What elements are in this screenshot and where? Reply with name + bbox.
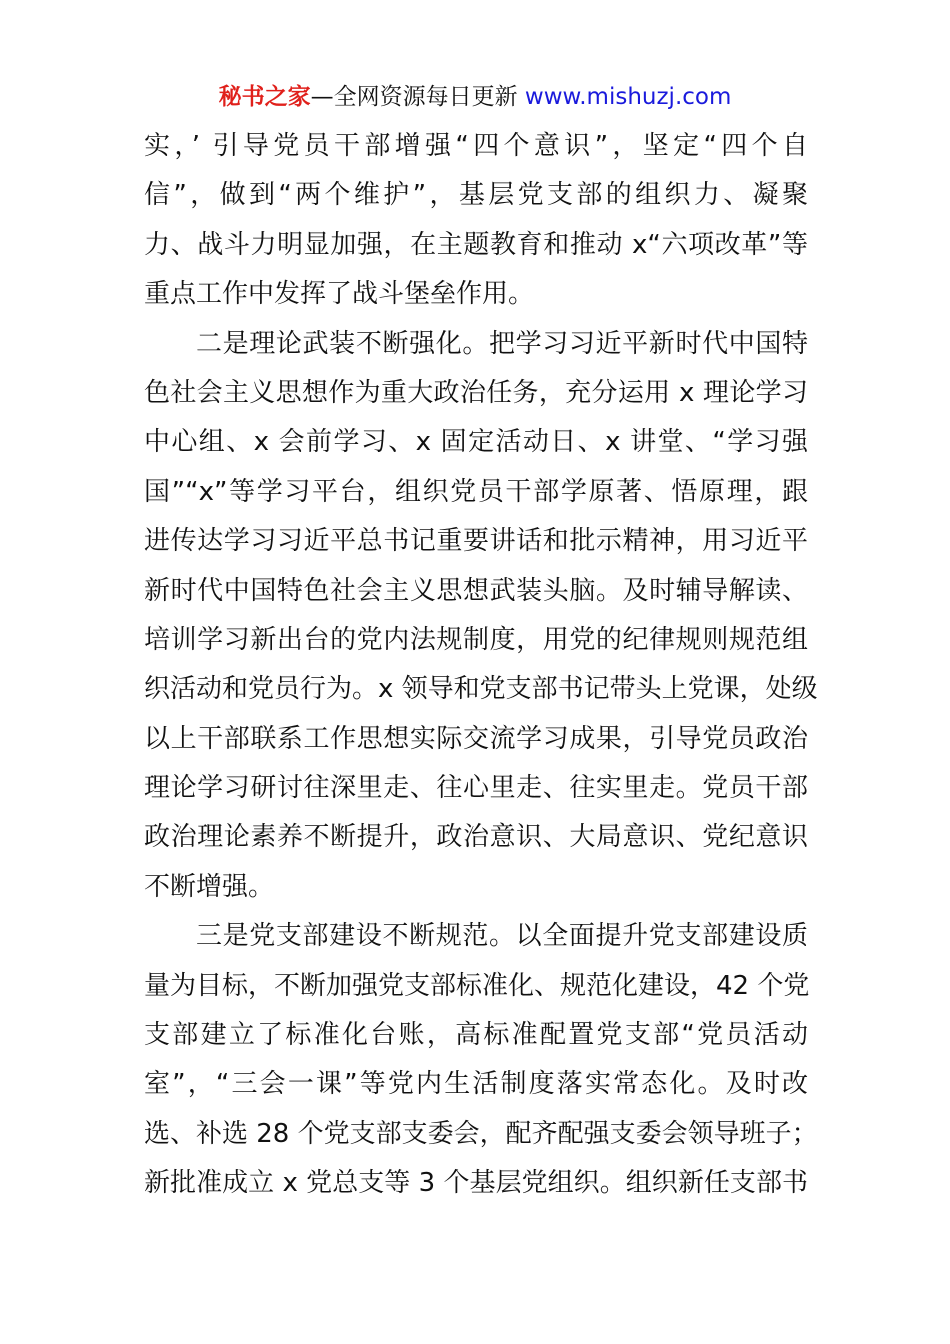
paragraph-start-line: 三是党支部建设不断规范。以全面提升党支部建设质	[196, 921, 808, 952]
text-line: 以上干部联系工作思想实际交流学习成果，引导党员政治	[144, 723, 808, 754]
text-line: 培训学习新出台的党内法规制度，用党的纪律规则规范组	[144, 624, 808, 655]
paragraph-start-line: 二是理论武装不断强化。把学习习近平新时代中国特	[196, 328, 808, 359]
document-body	[144, 122, 818, 1209]
text-line: 进传达学习习近平总书记重要讲话和批示精神，用习近平	[144, 526, 808, 557]
text-line: 实，’ 引导党员干部增强“四个意识”，坚定“四个自	[144, 131, 808, 161]
text-line: 政治理论素养不断提升，政治意识、大局意识、党纪意识	[144, 822, 808, 853]
text-line: 理论学习研讨往深里走、往心里走、往实里走。党员干部	[144, 773, 808, 804]
text-line: 室”，“三会一课”等党内生活制度落实常态化。及时改	[144, 1069, 808, 1100]
text-line: 新时代中国特色社会主义思想武装头脑。及时辅导解读、	[144, 575, 808, 606]
site-url-link[interactable]: www.mishuzj.com	[524, 84, 732, 110]
text-line: 支部建立了标准化台账，高标准配置党支部“党员活动	[144, 1020, 808, 1051]
text-line: 国”“x”等学习平台，组织党员干部学原著、悟原理，跟	[144, 476, 808, 507]
header-tagline: —全网资源每日更新	[310, 84, 518, 110]
brand-name: 秘书之家	[218, 84, 311, 110]
site-header	[0, 80, 950, 114]
text-line: 中心组、x 会前学习、x 固定活动日、x 讲堂、“学习强	[144, 427, 808, 458]
text-line: 量为目标，不断加强党支部标准化、规范化建设，42 个党	[144, 970, 810, 1001]
text-line: 信”，做到“两个维护”，基层党支部的组织力、凝聚	[144, 180, 808, 211]
text-line: 新批准成立 x 党总支等 3 个基层党组织。组织新任支部书	[144, 1168, 808, 1199]
text-line: 色社会主义思想作为重大政治任务，充分运用 x 理论学习	[144, 377, 808, 408]
text-line: 力、战斗力明显加强，在主题教育和推动 x“六项改革”等	[144, 229, 808, 260]
text-line: 织活动和党员行为。x 领导和党支部书记带头上党课，处级	[144, 674, 818, 705]
text-line: 选、补选 28 个党支部支委会，配齐配强支委会领导班子；	[144, 1118, 818, 1149]
text-line: 不断增强。	[144, 871, 275, 902]
text-line: 重点工作中发挥了战斗堡垒作用。	[144, 279, 535, 310]
